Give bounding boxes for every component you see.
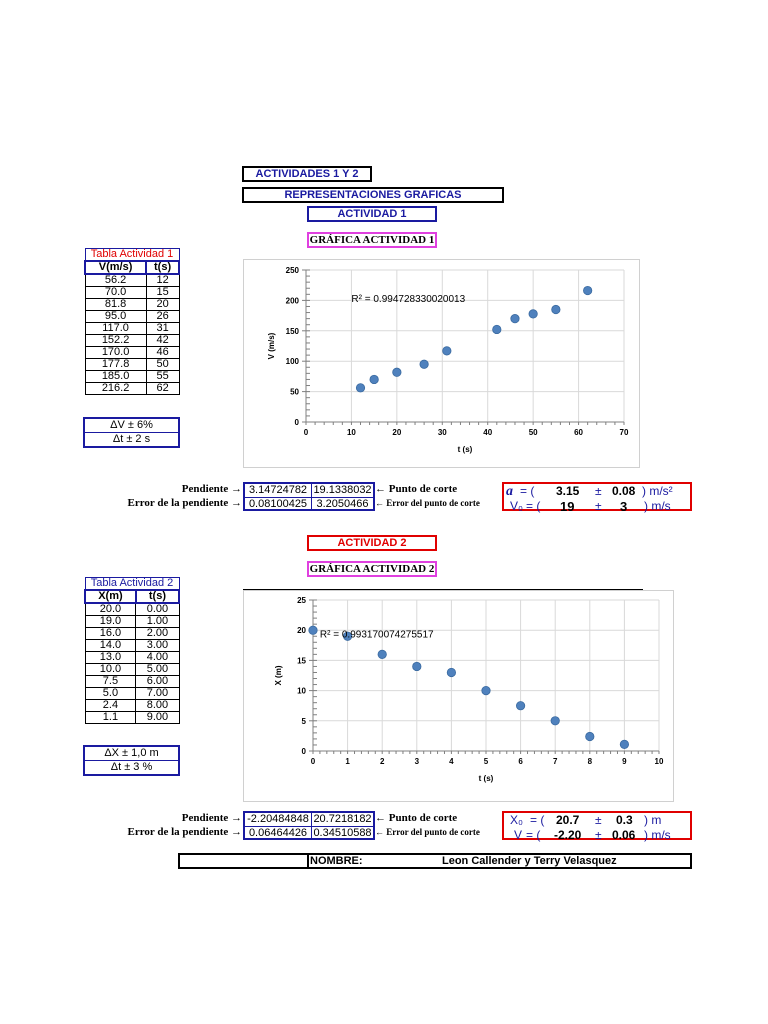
cell: 1.00 <box>136 616 179 628</box>
activity1-title: ACTIVIDAD 1 <box>307 206 437 222</box>
accel-unit: ) m/s² <box>642 484 673 498</box>
cell: 56.2 <box>85 274 146 287</box>
data-point <box>370 375 378 383</box>
x-axis-label: t (s) <box>478 774 494 783</box>
x-axis-label: t (s) <box>457 445 473 454</box>
cell: 70.0 <box>85 287 146 299</box>
table2-header-t: t(s) <box>136 590 179 603</box>
y-tick-label: 10 <box>297 686 306 696</box>
cell: 2.4 <box>85 700 136 712</box>
cell: 3.00 <box>136 640 179 652</box>
fit2-values <box>243 811 375 840</box>
y-tick-label: 5 <box>301 716 306 726</box>
data-point <box>551 717 559 725</box>
x0-value: 20.7 <box>556 813 580 827</box>
cell: 2.00 <box>136 628 179 640</box>
cell: 31 <box>146 323 179 335</box>
v-eq: = ( <box>526 828 541 842</box>
slope-error-value-2: 0.06464426 <box>245 827 312 840</box>
x0-error: 0.3 <box>616 813 633 827</box>
x-tick-label: 40 <box>483 428 493 437</box>
x-tick-label: 10 <box>346 428 356 437</box>
cell: 10.0 <box>85 664 136 676</box>
intercept-value-1: 19.1338032 <box>313 484 372 496</box>
x-tick-label: 50 <box>528 428 538 437</box>
data-point <box>482 686 490 694</box>
x0-pm: ± <box>595 813 602 827</box>
footer-names: Leon Callender y Terry Velasquez <box>442 855 617 867</box>
cell: 42 <box>146 335 179 347</box>
table1-caption: Tabla Actividad 1 <box>85 249 179 262</box>
slope-value-1: 3.14724782 <box>245 484 312 497</box>
cell: 15 <box>146 287 179 299</box>
footer-divider <box>307 855 309 867</box>
fit1-values <box>243 482 375 511</box>
cell: 4.00 <box>136 652 179 664</box>
x-tick-label: 10 <box>654 757 664 766</box>
cell: 81.8 <box>85 299 146 311</box>
x-tick-label: 6 <box>518 757 523 766</box>
x0-symbol: X₀ <box>510 813 523 827</box>
y-tick-label: 200 <box>285 296 299 306</box>
r-squared-annotation: R² = 0.994728330020013 <box>351 294 466 306</box>
y-tick-label: 150 <box>285 326 299 336</box>
v0-value: 19 <box>560 499 575 514</box>
slope-label-2: Pendiente → <box>181 812 242 824</box>
footer-name-row <box>178 853 692 869</box>
table2-caption: Tabla Actividad 2 <box>85 578 179 591</box>
table-row <box>85 676 179 688</box>
table-row <box>85 688 179 700</box>
y-axis-label: X (m) <box>274 665 283 686</box>
table-row <box>85 664 179 676</box>
error-t2: Δt ± 3 % <box>85 760 178 774</box>
cell: 5.0 <box>85 688 136 700</box>
cell: 14.0 <box>85 640 136 652</box>
x-tick-label: 60 <box>574 428 584 437</box>
y-tick-label: 250 <box>285 266 299 275</box>
v-pm: ± <box>595 828 602 842</box>
v0-eq: = ( <box>526 499 541 513</box>
activity2-chart-title: GRÁFICA ACTIVIDAD 2 <box>307 561 437 577</box>
cell: 177.8 <box>85 359 146 371</box>
table-row <box>85 359 179 371</box>
y-tick-label: 0 <box>294 418 299 427</box>
y-tick-label: 0 <box>301 747 306 756</box>
data-point <box>511 314 519 322</box>
cell: 26 <box>146 311 179 323</box>
table-row <box>85 287 179 299</box>
footer-name-label: NOMBRE: <box>310 855 363 867</box>
chart-activity2 <box>243 590 674 802</box>
intercept-label-2: ← Punto de corte <box>375 812 458 824</box>
v0-unit: ) m/s <box>644 499 671 513</box>
cell: 12 <box>146 274 179 287</box>
x0-unit: ) m <box>644 813 662 827</box>
data-point <box>378 650 386 658</box>
intercept-error-value-2: 0.34510588 <box>313 827 372 839</box>
representations-title: REPRESENTACIONES GRAFICAS <box>242 187 504 203</box>
x0-eq: = ( <box>530 813 545 827</box>
accel-symbol: a <box>506 484 513 499</box>
data-point <box>529 310 537 318</box>
data-point <box>309 626 317 634</box>
cell: 46 <box>146 347 179 359</box>
table-activity1 <box>84 248 180 395</box>
y-tick-label: 15 <box>297 656 306 666</box>
intercept-error-label-2: ← Error del punto de corte <box>375 827 480 837</box>
table1-header-t: t(s) <box>146 261 179 274</box>
cell: 55 <box>146 371 179 383</box>
cell: 95.0 <box>85 311 146 323</box>
accel-error: 0.08 <box>612 484 636 498</box>
table-row <box>85 616 179 628</box>
data-point <box>356 384 364 392</box>
x-tick-label: 9 <box>622 757 627 766</box>
data-point <box>413 662 421 670</box>
table1-errors <box>83 417 180 448</box>
table-row <box>85 347 179 359</box>
table-row <box>85 323 179 335</box>
slope-error-value-1: 0.08100425 <box>245 498 312 511</box>
slope-value-2: -2.20484848 <box>245 813 312 826</box>
v-unit: ) m/s <box>644 828 671 842</box>
data-point <box>443 347 451 355</box>
result-box-1 <box>502 482 692 514</box>
table-row <box>85 700 179 712</box>
r-squared-annotation: R² = 0.993170074275517 <box>319 629 434 641</box>
v-symbol: V <box>514 828 523 842</box>
cell: 7.00 <box>136 688 179 700</box>
cell: 7.5 <box>85 676 136 688</box>
data-point <box>586 732 594 740</box>
accel-value: 3.15 <box>556 484 580 498</box>
v-value: -2.20 <box>554 828 582 842</box>
error-v: ΔV ± 6% <box>110 419 153 431</box>
cell: 152.2 <box>85 335 146 347</box>
accel-pm: ± <box>595 484 602 498</box>
data-point <box>493 325 501 333</box>
table-row <box>85 603 179 616</box>
data-point <box>552 305 560 313</box>
data-point <box>583 286 591 294</box>
y-axis-label: V (m/s) <box>267 332 276 360</box>
data-point <box>516 702 524 710</box>
x-tick-label: 1 <box>345 757 350 766</box>
data-point <box>393 368 401 376</box>
error-x: ΔX ± 1,0 m <box>104 747 159 759</box>
intercept-error-label-1: ← Error del punto de corte <box>375 498 480 508</box>
table-row <box>85 371 179 383</box>
chart1-svg <box>244 260 639 467</box>
table2-header-x: X(m) <box>85 590 136 603</box>
table-row <box>85 335 179 347</box>
intercept-value-2: 20.7218182 <box>313 813 372 825</box>
table-activity2 <box>84 577 180 724</box>
cell: 185.0 <box>85 371 146 383</box>
cell: 8.00 <box>136 700 179 712</box>
table-row <box>85 712 179 724</box>
slope-error-label-1: Error de la pendiente → <box>127 497 242 509</box>
cell: 62 <box>146 383 179 395</box>
y-tick-label: 100 <box>285 357 299 367</box>
cell: 1.1 <box>85 712 136 724</box>
cell: 216.2 <box>85 383 146 395</box>
x-tick-label: 30 <box>437 428 447 437</box>
accel-eq: = ( <box>520 484 535 498</box>
chart2-svg <box>244 591 673 801</box>
activities-title: ACTIVIDADES 1 Y 2 <box>242 166 372 182</box>
x-tick-label: 4 <box>449 757 454 766</box>
v0-symbol: V₀ <box>510 499 523 513</box>
table2-errors <box>83 745 180 776</box>
y-tick-label: 25 <box>297 596 306 605</box>
cell: 20.0 <box>85 603 136 616</box>
cell: 117.0 <box>85 323 146 335</box>
cell: 13.0 <box>85 652 136 664</box>
activity2-title: ACTIVIDAD 2 <box>307 535 437 551</box>
v0-error: 3 <box>620 499 628 514</box>
cell: 5.00 <box>136 664 179 676</box>
chart-activity1 <box>243 259 640 468</box>
data-point <box>420 360 428 368</box>
table1-header-v: V(m/s) <box>85 261 146 274</box>
table-row <box>85 383 179 395</box>
activity1-chart-title: GRÁFICA ACTIVIDAD 1 <box>307 232 437 248</box>
intercept-label-1: ← Punto de corte <box>375 483 458 495</box>
x-tick-label: 70 <box>619 428 629 437</box>
x-tick-label: 8 <box>587 757 593 766</box>
cell: 0.00 <box>136 603 179 616</box>
x-tick-label: 5 <box>483 757 489 766</box>
cell: 16.0 <box>85 628 136 640</box>
cell: 19.0 <box>85 616 136 628</box>
v-error: 0.06 <box>612 828 636 842</box>
y-tick-label: 50 <box>290 387 299 397</box>
x-tick-label: 3 <box>414 757 420 766</box>
cell: 20 <box>146 299 179 311</box>
slope-label-1: Pendiente → <box>181 483 242 495</box>
intercept-error-value-1: 3.2050466 <box>316 498 369 510</box>
table-row <box>85 299 179 311</box>
x-tick-label: 7 <box>552 757 558 766</box>
table-row <box>85 274 179 287</box>
cell: 6.00 <box>136 676 179 688</box>
x-tick-label: 20 <box>392 428 402 437</box>
cell: 50 <box>146 359 179 371</box>
x-tick-label: 0 <box>303 428 309 437</box>
data-point <box>447 668 455 676</box>
cell: 170.0 <box>85 347 146 359</box>
cell: 9.00 <box>136 712 179 724</box>
x-tick-label: 2 <box>379 757 385 766</box>
result-box-2 <box>502 811 692 840</box>
error-t: Δt ± 2 s <box>85 432 178 446</box>
x-tick-label: 0 <box>310 757 316 766</box>
data-point <box>620 740 628 748</box>
table-row <box>85 628 179 640</box>
y-tick-label: 20 <box>297 626 306 636</box>
table-row <box>85 652 179 664</box>
table-row <box>85 640 179 652</box>
table-row <box>85 311 179 323</box>
slope-error-label-2: Error de la pendiente → <box>127 826 242 838</box>
v0-pm: ± <box>595 499 602 513</box>
